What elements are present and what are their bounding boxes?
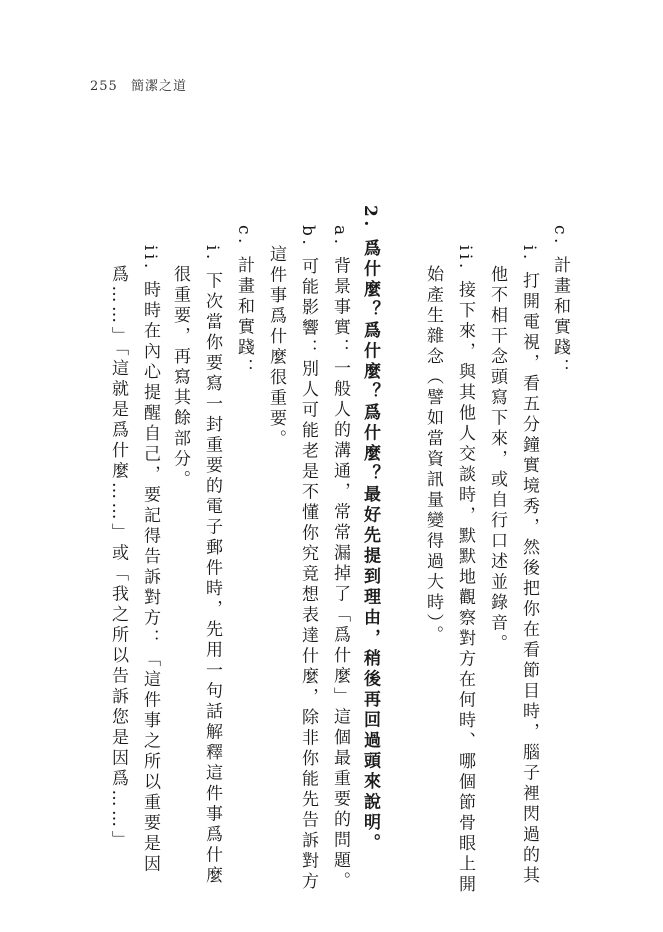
text-line: c. 計畫和實踐：	[234, 225, 254, 379]
text-line: i. 下次當你要寫一封重要的電子郵件時，先用一句話解釋這件事爲什麼	[202, 245, 222, 887]
page-number: 255	[90, 79, 118, 94]
text-line: ii. 接下來，與其他人交談時，默默地觀察對方在何時、哪個節骨眼上開	[455, 245, 475, 896]
text-line: ii. 時時在內心提醒自己，要記得告訴對方：「這件事之所以重要是因	[140, 245, 160, 876]
running-header	[90, 75, 187, 94]
book-title: 簡潔之道	[130, 79, 187, 94]
text-line: c. 計畫和實踐：	[550, 225, 570, 379]
text-line: i. 打開電視，看五分鐘實境秀，然後把你在看節目時，腦子裡閃過的其	[519, 245, 539, 887]
text-line: 很重要，再寫其餘部分。	[170, 265, 190, 491]
text-line: 爲……」「這就是爲什麼……」或「我之所以告訴您是因爲……」	[108, 265, 128, 851]
text-line: 這件事爲什麼很重要。	[266, 245, 286, 450]
text-line: 他不相干念頭寫下來，或自行口述並錄音。	[487, 265, 507, 655]
section-heading: 2. 爲什麼？爲什麼？爲什麼？最好先提到理由，稍後再回過頭來說明。	[360, 205, 380, 855]
text-line: 始產生雜念（譬如當資訊量變得過大時）。	[423, 265, 443, 646]
text-line: b. 可能影響：別人可能老是不懂你究竟想表達什麼，除非你能先告訴對方	[298, 225, 318, 893]
text-line: a. 背景事實：一般人的溝通，常常漏掉了「爲什麼」這個最重要的問題。	[330, 225, 350, 892]
